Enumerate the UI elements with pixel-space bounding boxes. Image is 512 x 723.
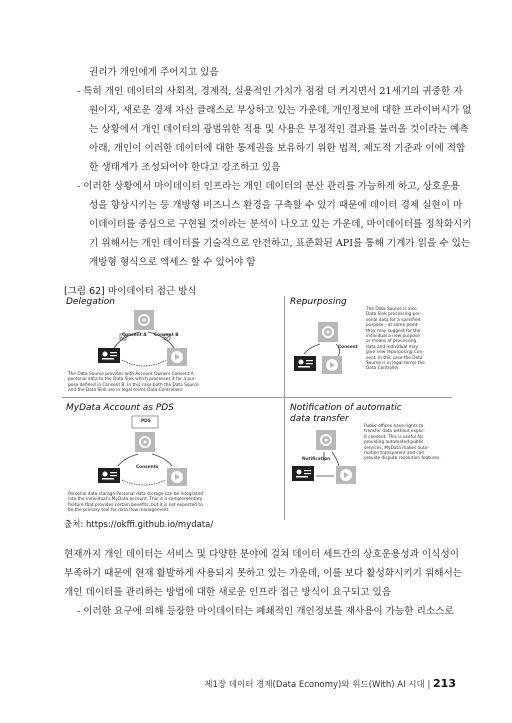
quadrant-title: Delegation [66, 297, 115, 307]
notification-diagram [62, 296, 452, 520]
paragraph-line: 개방형 형식으로 액세스 할 수 있어야 함 [89, 257, 256, 268]
footer-chapter: 제1장 데이터 경제(Data Economy)와 위드(With) AI 시대 [204, 680, 425, 690]
mydata-figure [62, 296, 452, 520]
pds-description: Personal data storage Personal data storage can be integrated into the individual's MyData account. This is a complementary feature that provides certain benefits, but it is not expected to be the primary tool for data flow management. [68, 492, 203, 514]
paragraph-line: 는 상황에서 개인 데이터의 광범위한 적용 및 사용은 부정적인 결과를 불러올 것이라는 예측 [89, 124, 469, 135]
paragraph-line: 권리가 개인에게 주어지고 있음 [89, 67, 219, 78]
label-pds: PDS [141, 419, 151, 424]
quadrant-title: Notification of automatic [290, 403, 402, 413]
label-consent-b: Consent B [154, 333, 179, 338]
label-notification: Notification [302, 457, 331, 462]
page-number: 213 [433, 677, 456, 690]
page-footer [204, 677, 456, 690]
paragraph-line: 성을 향상시키는 등 개방형 비즈니스 환경을 구축할 수 있기 때문에 데이터 경제 실현이 마 [89, 200, 463, 211]
paragraph-line: 현재까지 개인 데이터는 서비스 및 다양한 분야에 걸쳐 데이터 세트간의 상호운용성과 이식성이 [64, 549, 459, 560]
figure-source: 출처: https://okffi.github.io/mydata/ [64, 520, 214, 530]
notification-description: Public offices have rights to transfer data without explic- it consent. This is useful for providing automated public services. MyData makes auto- mation transparent and can provide dispute resolution features. [364, 424, 441, 462]
quadrant-title-line2: data transfer [290, 414, 349, 424]
paragraph-line: 기 위해서는 개인 데이터를 기술적으로 안전하고, 표준화된 API를 통해 기계가 읽을 수 있는 [89, 238, 471, 249]
label-consent: Consent [338, 345, 358, 350]
footer-separator: | [427, 680, 431, 690]
label-consents: Consents [136, 465, 159, 470]
paragraph-line: 개인 데이터를 관리하는 방법에 대한 새로운 인프라 접근 방식이 요구되고 있음 [64, 587, 392, 598]
paragraph-line: 원이자, 새로운 경제 자산 클래스로 부상하고 있는 가운데, 개인정보에 대한 프라이버시가 없 [89, 105, 472, 116]
paragraph-line: 부족하기 때문에 현재 활발하게 사용되지 못하고 있는 가운데, 이를 보다 활성화시키기 위해서는 [64, 568, 463, 579]
paragraph-line: 한 생태계가 조성되어야 한다고 강조하고 있음 [89, 162, 281, 173]
paragraph-line: 아래, 개인이 이러한 데이터에 대한 통제권을 보유하기 위한 법적, 제도적 기준과 이에 적합 [89, 143, 466, 154]
label-consent-a: Consent A [122, 333, 147, 338]
quadrant-title: MyData Account as PDS [66, 403, 174, 413]
gear-icon [316, 430, 336, 450]
paragraph-line: 이데이터를 중심으로 구현될 것이라는 분석이 나오고 있는 가운데, 마이데이터를 정착화시키 [89, 219, 472, 230]
repurposing-description: The Data Source is also Data Sink processing per- sonal data for a specified purpose - at some point they may suggest for the individual a new purpose or means of processing data and individual may give new repurposing Con- sent. In this case the Data Source is in legal terms the Data Controller. [366, 307, 425, 372]
delegation-description: The Data Source provides with Account Owners Consent A personal data to the Data Sink which processes it for a pur- pose defined in Consent B. In this case both the Data Source and the Data Sink are in legal terms Data Controllers. [68, 372, 199, 394]
quadrant-title: Repurposing [290, 297, 347, 307]
play-icon [336, 466, 356, 484]
figure-caption: [그림 62] 마이데이터 접근 방식 [64, 286, 197, 297]
paragraph-line: - 이러한 상황에서 마이데이터 인프라는 개인 데이터의 분산 관리를 가능하게 하고, 상호운용 [77, 181, 460, 192]
paragraph-line: - 이러한 요구에 의해 등장한 마이데이터는 폐쇄적인 개인정보를 재사용이 가능한 리소스로 [77, 606, 454, 617]
account-card-icon [292, 466, 314, 481]
paragraph-line: - 특히 개인 데이터의 사회적, 경제적, 실용적인 가치가 점점 더 커지면서 21세기의 귀중한 자 [77, 86, 463, 97]
